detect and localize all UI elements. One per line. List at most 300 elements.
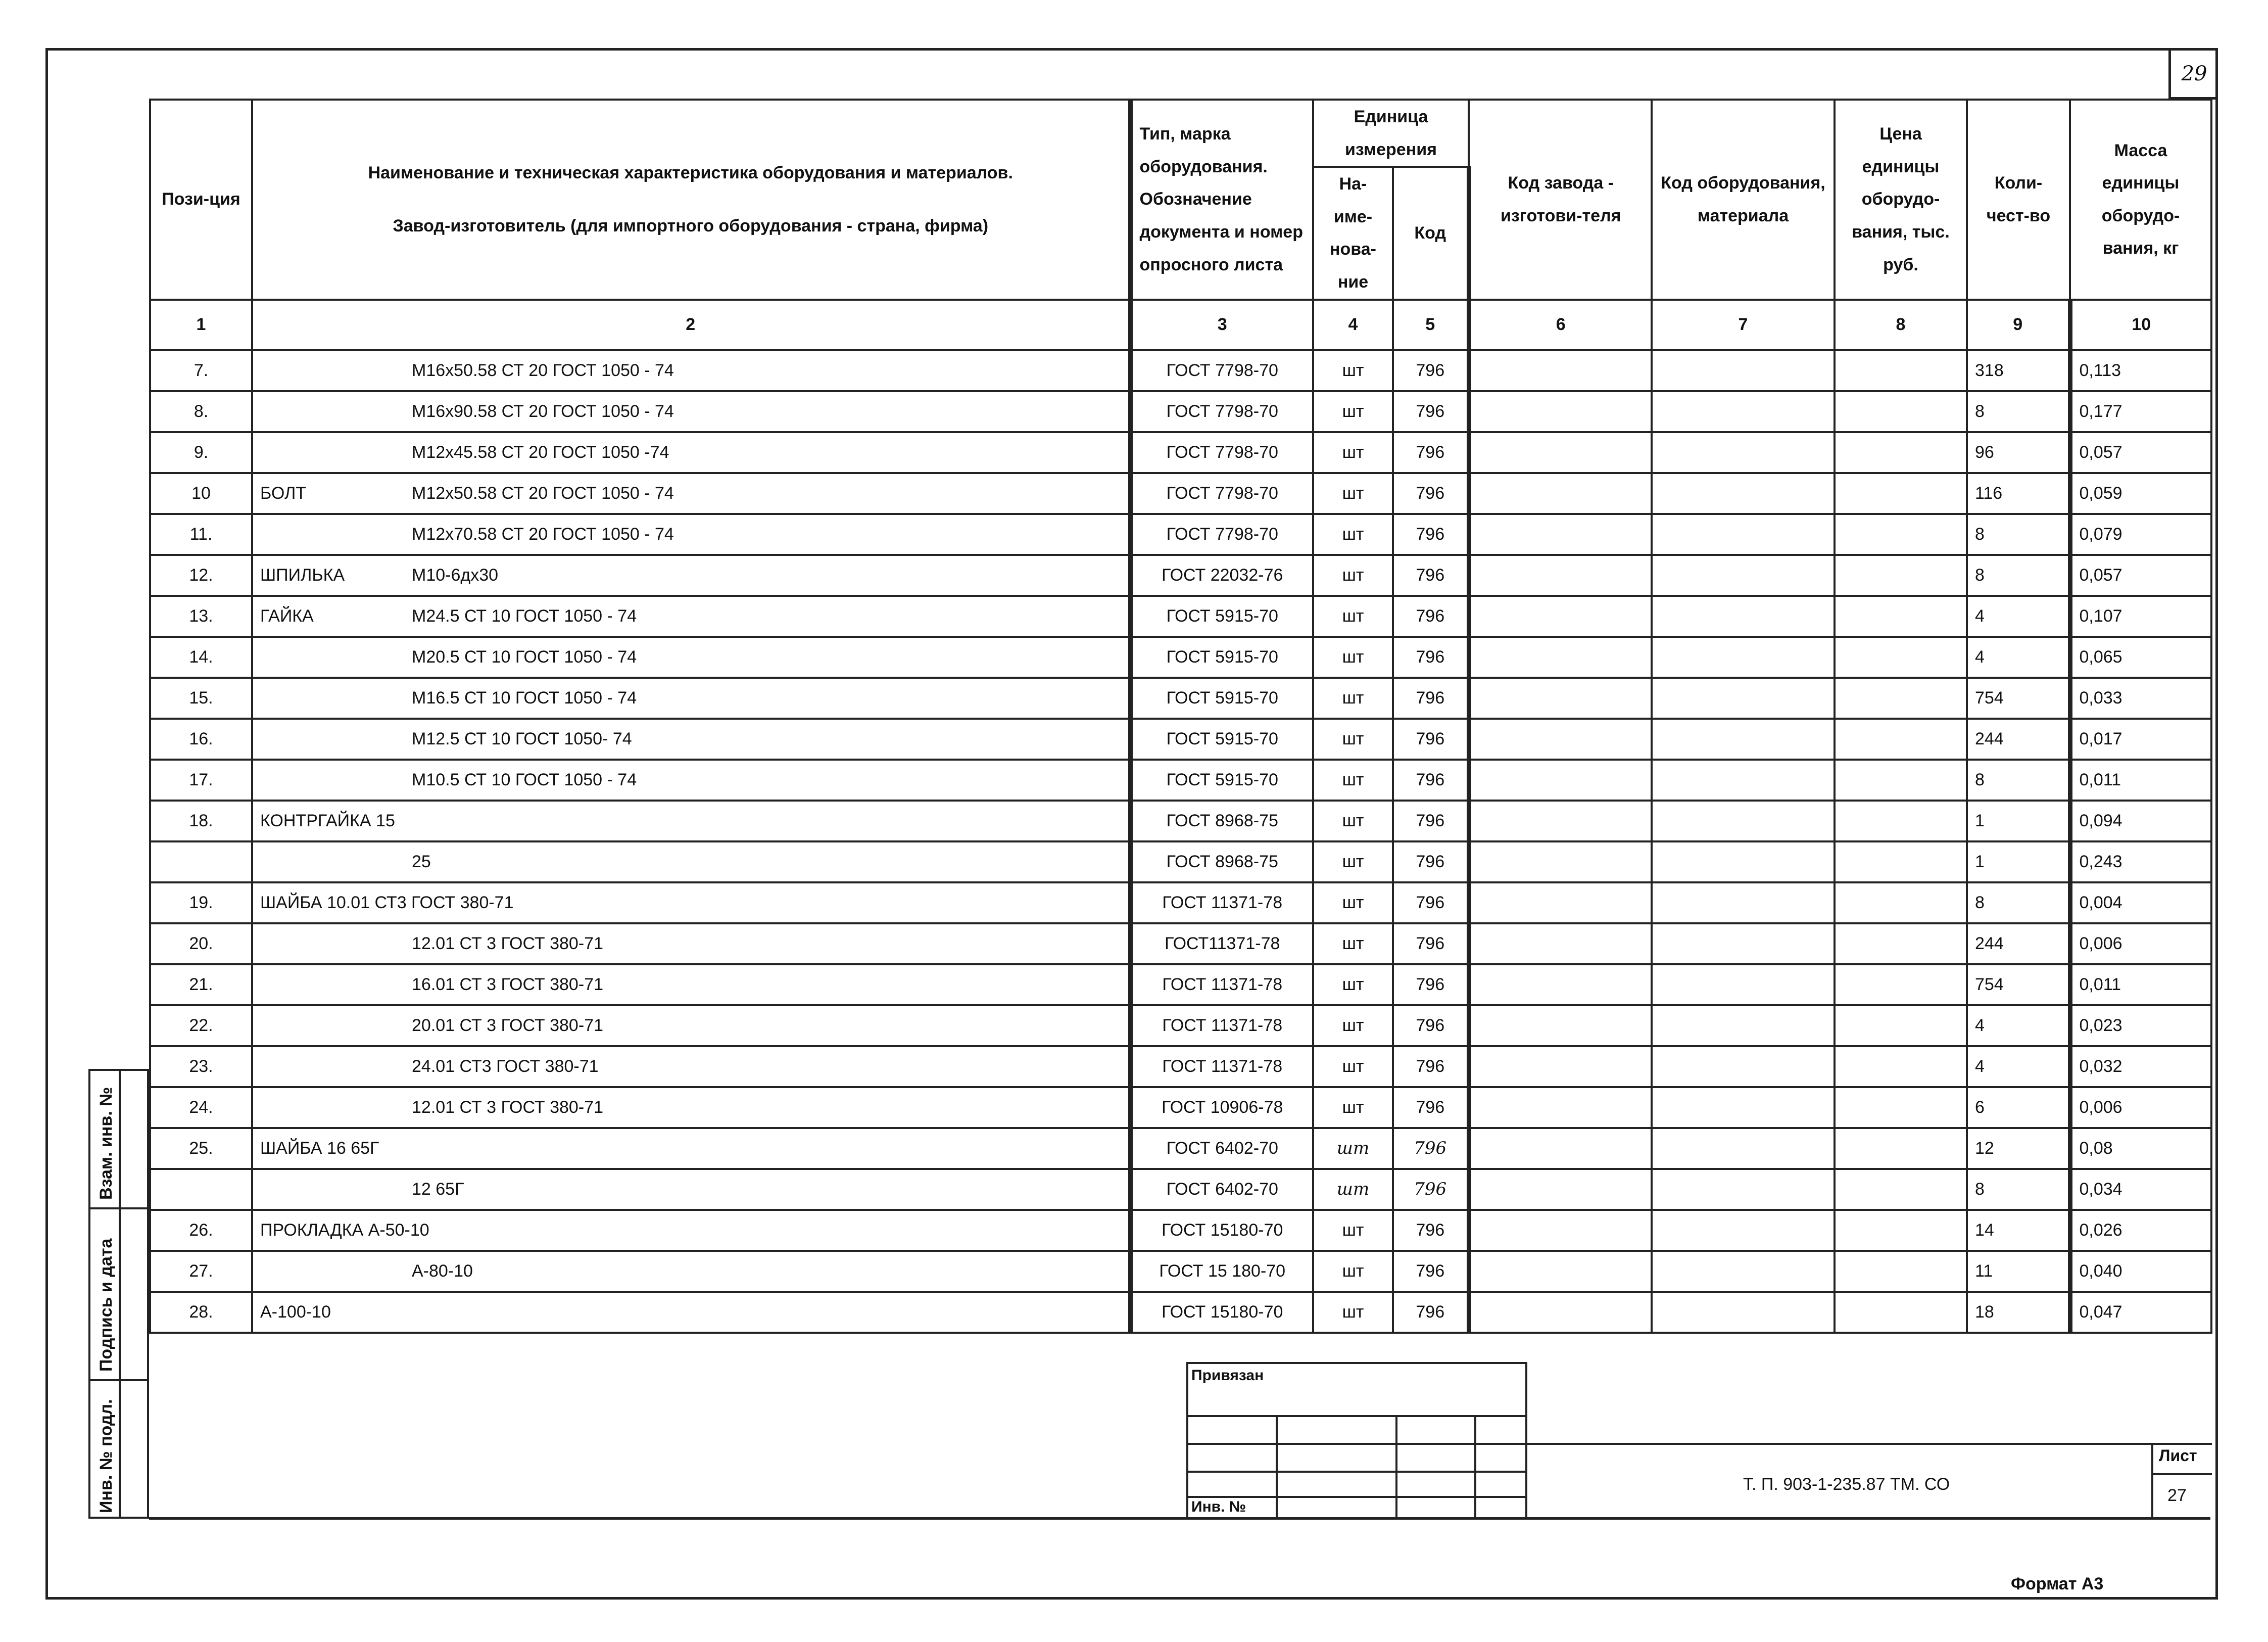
cell-quantity: 12 (1967, 1128, 2070, 1169)
cell-unit: шт (1313, 391, 1393, 432)
cell-position: 28. (150, 1292, 252, 1333)
cell-equipment-code (1652, 596, 1835, 637)
cell-unit-code: 796 (1393, 1087, 1469, 1128)
colnum-9: 9 (1967, 300, 2070, 350)
cell-position: 19. (150, 882, 252, 923)
cell-equipment-code (1652, 1292, 1835, 1333)
cell-mass: 0,079 (2070, 514, 2211, 555)
colnum-6: 6 (1469, 300, 1652, 350)
cell-document: ГОСТ 11371-78 (1130, 1005, 1313, 1046)
cell-unit-code: 796 (1393, 1292, 1469, 1333)
cell-document: ГОСТ 7798-70 (1130, 350, 1313, 391)
cell-plant-code (1469, 678, 1652, 719)
cell-quantity: 244 (1967, 923, 2070, 964)
cell-position: 9. (150, 432, 252, 473)
cell-price (1835, 801, 1967, 841)
item-spec: 24.01 СТ3 ГОСТ 380-71 (412, 1056, 599, 1076)
header-unit-group: Единица измерения (1313, 100, 1469, 167)
cell-position: 7. (150, 350, 252, 391)
cell-price (1835, 964, 1967, 1005)
cell-unit: шт (1313, 432, 1393, 473)
side-strip (88, 1069, 149, 1519)
table-row (150, 432, 2211, 473)
cell-plant-code (1469, 514, 1652, 555)
cell-unit: шт (1313, 473, 1393, 514)
cell-mass: 0,006 (2070, 923, 2211, 964)
item-spec: М12.5 СТ 10 ГОСТ 1050- 74 (412, 729, 632, 748)
cell-mass: 0,040 (2070, 1251, 2211, 1292)
cell-name (252, 1169, 1130, 1210)
cell-unit: шт (1313, 841, 1393, 882)
sheet-label: Лист (2159, 1446, 2197, 1465)
cell-plant-code (1469, 964, 1652, 1005)
cell-name (252, 350, 1130, 391)
colnum-7: 7 (1652, 300, 1835, 350)
cell-plant-code (1469, 391, 1652, 432)
cell-unit: шт (1313, 1292, 1393, 1333)
cell-equipment-code (1652, 923, 1835, 964)
cell-position: 11. (150, 514, 252, 555)
header-mass: Масса единицы оборудо-вания, кг (2070, 100, 2211, 300)
table-row (150, 350, 2211, 391)
cell-unit-code: 796 (1393, 473, 1469, 514)
cell-quantity: 11 (1967, 1251, 2070, 1292)
cell-quantity: 8 (1967, 391, 2070, 432)
cell-quantity: 8 (1967, 514, 2070, 555)
cell-unit-code: 796 (1393, 923, 1469, 964)
cell-equipment-code (1652, 350, 1835, 391)
cell-plant-code (1469, 637, 1652, 678)
cell-name (252, 882, 1130, 923)
cell-plant-code (1469, 801, 1652, 841)
header-unit-name: На-име-нова-ние (1313, 167, 1393, 299)
cell-plant-code (1469, 1210, 1652, 1251)
cell-name (252, 923, 1130, 964)
cell-price (1835, 637, 1967, 678)
table-row (150, 678, 2211, 719)
item-spec: М12x70.58 СТ 20 ГОСТ 1050 - 74 (412, 524, 674, 544)
cell-quantity: 4 (1967, 1046, 2070, 1087)
table-row (150, 1210, 2211, 1251)
header-position: Пози-ция (150, 100, 252, 300)
column-numbers-row (150, 300, 2211, 350)
cell-unit-code: 796 (1393, 350, 1469, 391)
cell-plant-code (1469, 432, 1652, 473)
cell-mass: 0,004 (2070, 882, 2211, 923)
item-spec: 25 (412, 852, 431, 871)
cell-name (252, 841, 1130, 882)
cell-price (1835, 350, 1967, 391)
cell-unit-code: 796 (1393, 555, 1469, 596)
cell-price (1835, 719, 1967, 760)
table-row (150, 1251, 2211, 1292)
cell-equipment-code (1652, 1210, 1835, 1251)
cell-equipment-code (1652, 637, 1835, 678)
cell-price (1835, 882, 1967, 923)
cell-quantity: 18 (1967, 1292, 2070, 1333)
cell-unit: шт (1313, 1087, 1393, 1128)
cell-position: 20. (150, 923, 252, 964)
cell-price (1835, 1005, 1967, 1046)
cell-mass: 0,243 (2070, 841, 2211, 882)
cell-unit-code: 796 (1393, 841, 1469, 882)
specification-table (149, 99, 2212, 1334)
cell-mass: 0,057 (2070, 432, 2211, 473)
cell-document: ГОСТ 15180-70 (1130, 1210, 1313, 1251)
cell-name (252, 1046, 1130, 1087)
cell-mass: 0,059 (2070, 473, 2211, 514)
item-spec: А-80-10 (412, 1261, 473, 1281)
cell-plant-code (1469, 1128, 1652, 1169)
side-strip-separator-2 (90, 1379, 147, 1381)
cell-plant-code (1469, 1005, 1652, 1046)
cell-equipment-code (1652, 801, 1835, 841)
cell-position: 22. (150, 1005, 252, 1046)
cell-quantity: 14 (1967, 1210, 2070, 1251)
cell-mass: 0,08 (2070, 1128, 2211, 1169)
cell-equipment-code (1652, 514, 1835, 555)
header-name (252, 100, 1130, 300)
attached-block-vline-3 (1474, 1415, 1476, 1519)
side-label-signature-date: Подпись и дата (96, 1238, 116, 1372)
item-name: ШАЙБА 16 65Г (260, 1138, 379, 1158)
header-name-line2: Завод-изготовитель (для импортного оборудования - страна, фирма) (393, 216, 989, 236)
attached-label: Привязан (1191, 1367, 1264, 1384)
table-row (150, 801, 2211, 841)
table-row (150, 473, 2211, 514)
table-row (150, 1292, 2211, 1333)
cell-position: 16. (150, 719, 252, 760)
cell-unit-code: 796 (1393, 1251, 1469, 1292)
cell-position: 13. (150, 596, 252, 637)
colnum-3: 3 (1130, 300, 1313, 350)
header-unit-code: Код (1393, 167, 1469, 299)
cell-equipment-code (1652, 432, 1835, 473)
item-spec: 16.01 СТ 3 ГОСТ 380-71 (412, 974, 603, 994)
cell-mass: 0,034 (2070, 1169, 2211, 1210)
item-spec: М16x90.58 СТ 20 ГОСТ 1050 - 74 (412, 401, 674, 421)
table-row (150, 1128, 2211, 1169)
cell-unit-code: 796 (1393, 391, 1469, 432)
cell-quantity: 8 (1967, 760, 2070, 801)
cell-quantity: 318 (1967, 350, 2070, 391)
cell-quantity: 8 (1967, 1169, 2070, 1210)
cell-unit-code: 796 (1393, 760, 1469, 801)
cell-plant-code (1469, 841, 1652, 882)
cell-quantity: 1 (1967, 801, 2070, 841)
table-body (150, 350, 2211, 1333)
cell-document: ГОСТ 6402-70 (1130, 1128, 1313, 1169)
item-name: БОЛТ (260, 483, 307, 503)
cell-document: ГОСТ 5915-70 (1130, 678, 1313, 719)
cell-name (252, 760, 1130, 801)
cell-price (1835, 1251, 1967, 1292)
colnum-5: 5 (1393, 300, 1469, 350)
cell-document: ГОСТ 5915-70 (1130, 719, 1313, 760)
item-spec: М10.5 СТ 10 ГОСТ 1050 - 74 (412, 770, 637, 789)
cell-document: ГОСТ 7798-70 (1130, 432, 1313, 473)
cell-document: ГОСТ 8968-75 (1130, 801, 1313, 841)
cell-price (1835, 1128, 1967, 1169)
bottom-line (149, 1517, 2210, 1520)
cell-unit: шт (1313, 637, 1393, 678)
cell-quantity: 8 (1967, 555, 2070, 596)
cell-name (252, 1210, 1130, 1251)
item-name: ПРОКЛАДКА А-50-10 (260, 1220, 429, 1240)
cell-unit-code: 796 (1393, 801, 1469, 841)
item-spec: М12x45.58 СТ 20 ГОСТ 1050 -74 (412, 442, 669, 462)
cell-document: ГОСТ 22032-76 (1130, 555, 1313, 596)
cell-document: ГОСТ 11371-78 (1130, 1046, 1313, 1087)
cell-price (1835, 923, 1967, 964)
table-row (150, 1087, 2211, 1128)
side-label-replacement-inv: Взам. инв. № (96, 1087, 116, 1200)
cell-position: 8. (150, 391, 252, 432)
header-type: Тип, марка оборудования. Обозначение документа и номер опросного листа (1130, 100, 1313, 300)
cell-position: 15. (150, 678, 252, 719)
item-name: А-100-10 (260, 1302, 331, 1322)
item-spec: 12.01 СТ 3 ГОСТ 380-71 (412, 933, 603, 953)
item-name: КОНТРГАЙКА 15 (260, 811, 395, 830)
cell-mass: 0,011 (2070, 964, 2211, 1005)
cell-quantity: 6 (1967, 1087, 2070, 1128)
item-spec: М16x50.58 СТ 20 ГОСТ 1050 - 74 (412, 360, 674, 380)
cell-price (1835, 678, 1967, 719)
cell-quantity: 1 (1967, 841, 2070, 882)
cell-mass: 0,026 (2070, 1210, 2211, 1251)
cell-unit: шт (1313, 760, 1393, 801)
cell-name (252, 1292, 1130, 1333)
table-row (150, 514, 2211, 555)
cell-position (150, 841, 252, 882)
colnum-10: 10 (2070, 300, 2211, 350)
cell-equipment-code (1652, 1005, 1835, 1046)
cell-quantity: 96 (1967, 432, 2070, 473)
header-plant-code: Код завода - изготови-теля (1469, 100, 1652, 300)
cell-price (1835, 760, 1967, 801)
cell-equipment-code (1652, 473, 1835, 514)
cell-name (252, 1087, 1130, 1128)
cell-name (252, 637, 1130, 678)
cell-price (1835, 555, 1967, 596)
cell-unit-code: 796 (1393, 432, 1469, 473)
cell-document: ГОСТ 7798-70 (1130, 391, 1313, 432)
cell-unit: шт (1313, 350, 1393, 391)
cell-mass: 0,057 (2070, 555, 2211, 596)
cell-name (252, 801, 1130, 841)
cell-position: 23. (150, 1046, 252, 1087)
cell-unit: шт (1313, 1210, 1393, 1251)
cell-plant-code (1469, 1046, 1652, 1087)
cell-position: 24. (150, 1087, 252, 1128)
cell-equipment-code (1652, 1251, 1835, 1292)
format-label: Формат А3 (2011, 1574, 2104, 1593)
cell-mass: 0,177 (2070, 391, 2211, 432)
item-spec: М24.5 СТ 10 ГОСТ 1050 - 74 (412, 606, 637, 626)
cell-document: ГОСТ 11371-78 (1130, 882, 1313, 923)
table-row (150, 637, 2211, 678)
cell-quantity: 116 (1967, 473, 2070, 514)
cell-mass: 0,006 (2070, 1087, 2211, 1128)
cell-quantity: 754 (1967, 678, 2070, 719)
cell-document: ГОСТ 10906-78 (1130, 1087, 1313, 1128)
cell-mass: 0,047 (2070, 1292, 2211, 1333)
cell-equipment-code (1652, 882, 1835, 923)
cell-document: ГОСТ 11371-78 (1130, 964, 1313, 1005)
table-row (150, 391, 2211, 432)
cell-unit: шт (1313, 1169, 1393, 1210)
cell-name (252, 964, 1130, 1005)
cell-unit-code: 796 (1393, 1046, 1469, 1087)
header-equipment-code: Код оборудования, материала (1652, 100, 1835, 300)
cell-document: ГОСТ 15 180-70 (1130, 1251, 1313, 1292)
cell-plant-code (1469, 1292, 1652, 1333)
item-name: ШПИЛЬКА (260, 565, 345, 585)
cell-position: 18. (150, 801, 252, 841)
attached-block-vline-2 (1395, 1415, 1397, 1519)
cell-unit: шт (1313, 801, 1393, 841)
handwritten-sheet-number: 29 (2168, 51, 2217, 100)
document-designation: Т. П. 903-1-235.87 ТМ. СО (1743, 1475, 1950, 1494)
cell-price (1835, 1087, 1967, 1128)
cell-position: 21. (150, 964, 252, 1005)
cell-unit-code: 796 (1393, 637, 1469, 678)
inv-label: Инв. № (1191, 1498, 1246, 1515)
cell-unit: шт (1313, 514, 1393, 555)
item-spec: 20.01 СТ 3 ГОСТ 380-71 (412, 1015, 603, 1035)
cell-plant-code (1469, 596, 1652, 637)
cell-name (252, 1251, 1130, 1292)
cell-document: ГОСТ 7798-70 (1130, 514, 1313, 555)
cell-quantity: 4 (1967, 637, 2070, 678)
cell-name (252, 1128, 1130, 1169)
cell-unit-code: 796 (1393, 596, 1469, 637)
cell-equipment-code (1652, 555, 1835, 596)
cell-price (1835, 391, 1967, 432)
cell-quantity: 244 (1967, 719, 2070, 760)
cell-plant-code (1469, 1087, 1652, 1128)
cell-unit-code: 796 (1393, 1005, 1469, 1046)
cell-unit-code: 796 (1393, 882, 1469, 923)
table-row (150, 760, 2211, 801)
table-row (150, 1169, 2211, 1210)
table-row (150, 923, 2211, 964)
cell-equipment-code (1652, 391, 1835, 432)
cell-unit: шт (1313, 1046, 1393, 1087)
item-spec: М12x50.58 СТ 20 ГОСТ 1050 - 74 (412, 483, 674, 503)
cell-plant-code (1469, 473, 1652, 514)
cell-unit-code: 796 (1393, 1210, 1469, 1251)
cell-unit-code: 796 (1393, 1128, 1469, 1169)
cell-unit: шт (1313, 1251, 1393, 1292)
cell-price (1835, 473, 1967, 514)
header-quantity: Коли-чест-во (1967, 100, 2070, 300)
cell-unit: шт (1313, 923, 1393, 964)
cell-quantity: 4 (1967, 1005, 2070, 1046)
cell-position: 17. (150, 760, 252, 801)
table-row (150, 596, 2211, 637)
cell-equipment-code (1652, 719, 1835, 760)
header-row (150, 100, 2211, 167)
cell-position: 12. (150, 555, 252, 596)
sheet-number: 27 (2167, 1486, 2187, 1505)
item-spec: 12 65Г (412, 1179, 464, 1199)
cell-mass: 0,032 (2070, 1046, 2211, 1087)
side-strip-divider (119, 1071, 121, 1517)
cell-position (150, 1169, 252, 1210)
cell-unit: шт (1313, 555, 1393, 596)
header-name-line1: Наименование и техническая характеристика оборудования и материалов. (368, 163, 1013, 183)
cell-equipment-code (1652, 678, 1835, 719)
cell-mass: 0,107 (2070, 596, 2211, 637)
item-spec: М10-6дx30 (412, 565, 499, 585)
cell-plant-code (1469, 350, 1652, 391)
cell-name (252, 596, 1130, 637)
item-spec: М20.5 СТ 10 ГОСТ 1050 - 74 (412, 647, 637, 667)
colnum-8: 8 (1835, 300, 1967, 350)
cell-price (1835, 432, 1967, 473)
colnum-2: 2 (252, 300, 1130, 350)
cell-name (252, 678, 1130, 719)
cell-plant-code (1469, 760, 1652, 801)
cell-document: ГОСТ 7798-70 (1130, 473, 1313, 514)
cell-price (1835, 596, 1967, 637)
item-name: ШАЙБА 10.01 СТ3 ГОСТ 380-71 (260, 893, 514, 912)
cell-unit: шт (1313, 964, 1393, 1005)
cell-equipment-code (1652, 964, 1835, 1005)
cell-document: ГОСТ11371-78 (1130, 923, 1313, 964)
cell-plant-code (1469, 923, 1652, 964)
item-spec: 12.01 СТ 3 ГОСТ 380-71 (412, 1097, 603, 1117)
side-strip-separator-1 (90, 1207, 147, 1209)
cell-price (1835, 514, 1967, 555)
table-row (150, 719, 2211, 760)
cell-unit-code: 796 (1393, 719, 1469, 760)
cell-unit: шт (1313, 719, 1393, 760)
cell-document: ГОСТ 5915-70 (1130, 760, 1313, 801)
cell-position: 26. (150, 1210, 252, 1251)
attached-block-vline-1 (1276, 1415, 1278, 1519)
cell-name (252, 473, 1130, 514)
cell-mass: 0,094 (2070, 801, 2211, 841)
cell-quantity: 8 (1967, 882, 2070, 923)
cell-unit-code: 796 (1393, 678, 1469, 719)
cell-price (1835, 1210, 1967, 1251)
cell-name (252, 555, 1130, 596)
cell-position: 27. (150, 1251, 252, 1292)
cell-price (1835, 841, 1967, 882)
table-row (150, 1005, 2211, 1046)
cell-plant-code (1469, 719, 1652, 760)
cell-plant-code (1469, 555, 1652, 596)
colnum-4: 4 (1313, 300, 1393, 350)
table-row (150, 841, 2211, 882)
cell-unit: шт (1313, 1005, 1393, 1046)
cell-unit: шт (1313, 1128, 1393, 1169)
table-row (150, 1046, 2211, 1087)
cell-mass: 0,011 (2070, 760, 2211, 801)
cell-equipment-code (1652, 760, 1835, 801)
cell-mass: 0,113 (2070, 350, 2211, 391)
cell-name (252, 1005, 1130, 1046)
cell-name (252, 514, 1130, 555)
cell-document: ГОСТ 8968-75 (1130, 841, 1313, 882)
cell-document: ГОСТ 15180-70 (1130, 1292, 1313, 1333)
item-spec: М16.5 СТ 10 ГОСТ 1050 - 74 (412, 688, 637, 708)
cell-unit: шт (1313, 596, 1393, 637)
table-row (150, 882, 2211, 923)
stamp-top-line (1527, 1443, 2212, 1445)
